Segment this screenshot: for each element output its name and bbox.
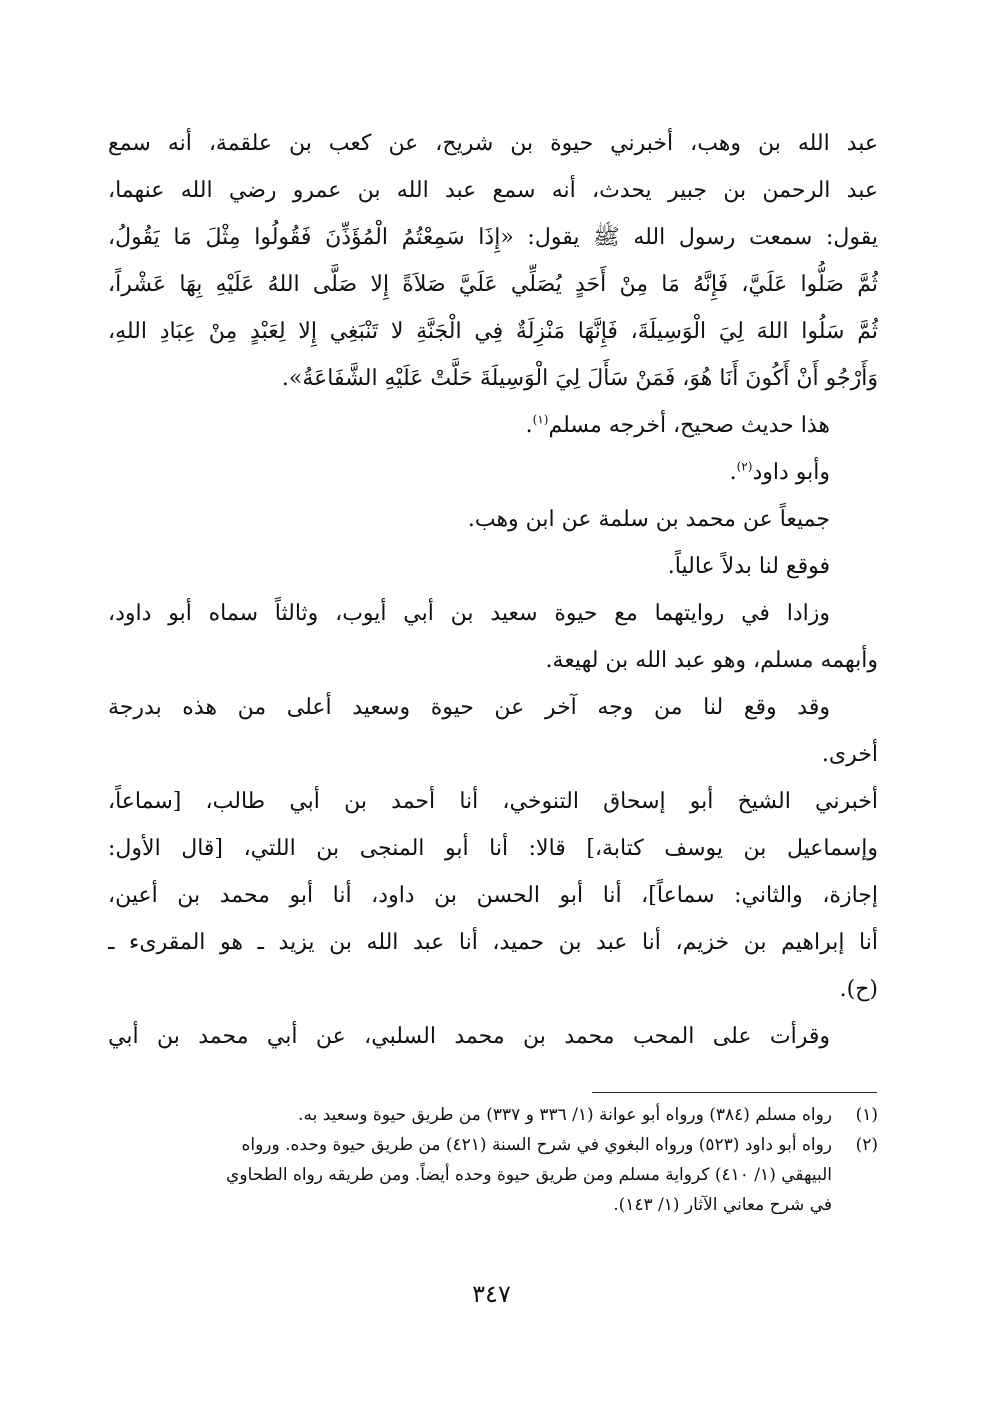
text-line: فوقع لنا بدلاً عالياً. <box>667 554 830 579</box>
footnote-1 <box>108 1100 878 1130</box>
text-line: عبد الله بن وهب، أخبرني حيوة بن شريح، عن كعب بن علقمة، أنه سمع <box>108 131 878 156</box>
abudawud-period: . <box>729 460 737 485</box>
page-number: ٣٤٧ <box>472 1280 511 1308</box>
footnote-divider <box>592 1092 877 1093</box>
footnote-2-continued: في شرح معاني الآثار (١/ ١٤٣). <box>613 1195 832 1215</box>
text-line: ثُمَّ سَلُوا اللهَ لِيَ الْوَسِيلَةَ، فَإِنَّهَا مَنْزِلَةٌ فِي الْجَنَّةِ لا تَنْبَغِي إِلا لِعَبْدٍ مِنْ عِبَادِ اللهِ، <box>108 319 878 344</box>
text-line: وقرأت على المحب محمد بن محمد السلبي، عن أبي محمد بن أبي <box>108 1024 830 1049</box>
text-line: (ح). <box>839 977 878 1002</box>
footnote-text: رواه مسلم (٣٨٤) ورواه أبو عوانة (١/ ٣٣٦ و ٣٣٧) من طريق حيوة وسعيد به. <box>298 1105 832 1125</box>
main-text <box>108 120 878 1060</box>
text-line: يقول: سمعت رسول الله ﷺ يقول: «إِذَا سَمِعْتُمُ الْمُؤَذِّنَ فَقُولُوا مِثْلَ مَا يَقُولُ، <box>108 225 878 250</box>
footnote-number: (٢) <box>855 1135 878 1155</box>
text-line: عبد الرحمن بن جبير يحدث، أنه سمع عبد الله بن عمرو رضي الله عنهما، <box>108 178 878 203</box>
footnote-text: رواه أبو داود (٥٢٣) ورواه البغوي في شرح السنة (٤٢١) من طريق حيوة وحده. ورواه <box>241 1135 832 1155</box>
text-line: أنا إبراهيم بن خزيم، أنا عبد بن حميد، أنا عبد الله بن يزيد ـ هو المقرىء ـ <box>108 930 878 955</box>
text-line: ثُمَّ صَلُّوا عَلَيَّ، فَإِنَّهُ مَا مِنْ أَحَدٍ يُصَلِّي عَلَيَّ صَلاَةً إِلا صَلَّى اللهُ عَلَيْهِ بِهَا عَشْراً، <box>108 272 878 297</box>
text-line: وإسماعيل بن يوسف كتابة،] قالا: أنا أبو المنجى بن اللتي، [قال الأول: <box>108 836 878 861</box>
footnote-2-continued: البيهقي (١/ ٤١٠) كرواية مسلم ومن طريق حيوة وحده أيضاً. ومن طريقه رواه الطحاوي <box>226 1165 832 1185</box>
muslim-period: . <box>525 413 533 438</box>
text-line: وَأَرْجُو أَنْ أَكُونَ أَنَا هُوَ، فَمَنْ سَأَلَ لِيَ الْوَسِيلَةَ حَلَّتْ عَلَيْهِ الشَّفَاعَةُ». <box>281 366 878 391</box>
text-line: إجازة، والثاني: سماعاً]، أنا أبو الحسن بن داود، أنا أبو محمد بن أعين، <box>108 883 878 908</box>
footnote-2 <box>108 1130 878 1160</box>
text-line: وقد وقع لنا من وجه آخر عن حيوة وسعيد أعلى من هذه بدرجة <box>108 695 830 720</box>
text-line: أخبرني الشيخ أبو إسحاق التنوخي، أنا أحمد بن أبي طالب، [سماعاً، <box>108 789 878 814</box>
footnotes <box>108 1100 878 1220</box>
abudawud-text: وأبو داود <box>752 460 830 485</box>
muslim-text: هذا حديث صحيح، أخرجه مسلم <box>548 413 830 438</box>
text-line: وزادا في روايتهما مع حيوة سعيد بن أبي أيوب، وثالثاً سماه أبو داود، <box>108 601 830 626</box>
text-line: وأبهمه مسلم، وهو عبد الله بن لهيعة. <box>545 648 878 673</box>
footnote-ref-1[interactable]: (١) <box>532 412 549 427</box>
text-line: جميعاً عن محمد بن سلمة عن ابن وهب. <box>467 507 830 532</box>
muslim-line <box>108 402 878 449</box>
footnote-ref-2[interactable]: (٢) <box>736 459 753 474</box>
text-line: أخرى. <box>821 742 878 767</box>
abudawud-line <box>108 449 878 496</box>
footnote-number: (١) <box>855 1105 878 1125</box>
